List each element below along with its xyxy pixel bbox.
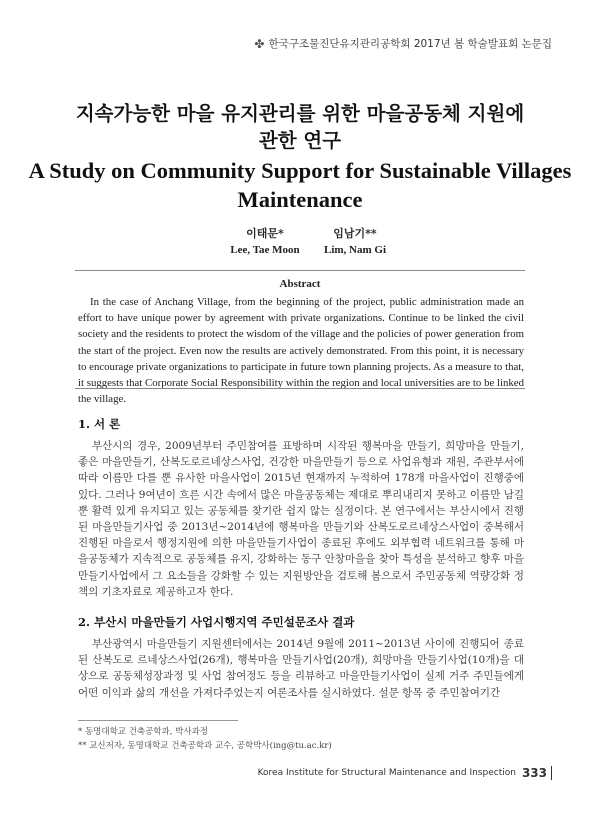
footnote-1: * 동명대학교 건축공학과, 박사과정 — [78, 727, 209, 737]
page-footer — [258, 766, 552, 780]
section-2-heading: 2. 부산시 마을만들기 사업시행지역 주민설문조사 결과 — [78, 615, 355, 629]
section-1-body: 부산시의 경우, 2009년부터 주민참여를 표방하며 시작된 행복마을 만들기, 희망마을 만들기, 좋은 마을만들기, 산복도로르네상스사업, 건강한 마을만들기 등으로 사업유형과 재원, 주관부서에 따라 이름만 다를 뿐 유사한 마을사업이 2015년 현재까지 누적하여 178개 마을사업이 진행중에 있다. 그러나 9여년이 흐른 시간 속에서 많은 마을공동체는 제대로 뿌리내리지 못하고 이름만 남길 뿐 활력 있게 유지되고 있는 공동체를 찾기란 쉽지 않는 실정이다. 본 연구에서는 부산시에서 진행된 마을만들기사업 중 2013년~2014년에 행복마을 만들기와 산복도로르네상스사업이 중복해서 진행된 마을로서 행정지원에 의한 마을만들기사업이 종료된 후에도 외부협력 네트워크를 통해 마을공동체가 지속적으로 공동체를 유지, 강화하는 동구 안창마을을 찾아 특성을 분석하고 향후 마을만들기사업에서 그 요소들을 강화할 수 있는 지원방안을 검토해 봄으로서 주민공동체 역량강화 정책의 기초자료로 제공하고자 한다. — [78, 440, 524, 598]
english-title — [0, 156, 600, 214]
abstract-heading: Abstract — [279, 278, 321, 290]
abstract-body: In the case of Anchang Village, from the beginning of the project, public administration made an effort to have unique power by agreement with private organizations. Continue to be linked the civil society and the residents to protect the wisdom of the village and the policies of power generation from the start of the project. Even now the results are actively demonstrated. From this point, it is necessary to encourage private organizations to participate in future town planning projects. As a measure to that, it suggests that Corporate Social Responsibility within the region and local universities are to be linked the village. — [78, 296, 524, 406]
page-number: 333 — [522, 766, 552, 780]
running-header — [254, 36, 552, 51]
section-2-body: 부산광역시 마을만들기 지원센터에서는 2014년 9월에 2011~2013년 사이에 진행되어 종료된 산복도로 르네상스사업(26개), 행복마을 만들기사업(20개), 희망마을 만들기사업(10개)을 대상으로 공동체성장과정 및 사업 참여정도 등을 리뷰하고 마을만들기사업이 실제 거주 주민들에게 어떤 이익과 삶의 개선을 가져다주었는지 여론조사를 실시하였다. 설문 항목 중 주민참여기간 — [78, 638, 524, 699]
abstract-top-rule — [75, 270, 525, 271]
abstract-bottom-rule — [75, 388, 525, 389]
flower-icon: ✤ — [254, 36, 265, 51]
korean-title — [0, 100, 600, 154]
author-1-korean: 이태문* — [246, 227, 284, 240]
footer-organization: Korea Institute for Structural Maintenance and Inspection — [257, 768, 516, 778]
footnote-rule — [78, 720, 238, 721]
korean-title-line-1: 지속가능한 마을 유지관리를 위한 마을공동체 지원에 — [75, 102, 525, 125]
author-2-korean: 임남기** — [333, 227, 377, 240]
author-2 — [300, 226, 410, 258]
author-2-english: Lim, Nam Gi — [323, 244, 387, 256]
english-title-line-1: A Study on Community Support for Sustainable Villages — [28, 158, 572, 183]
korean-title-line-2: 관한 연구 — [258, 129, 342, 152]
footnotes — [78, 725, 524, 753]
english-title-line-2: Maintenance — [237, 187, 363, 212]
author-1-english: Lee, Tae Moon — [230, 244, 300, 256]
footnote-2: ** 교신저자, 동명대학교 건축공학과 교수, 공학박사(ing@tu.ac.kr) — [78, 741, 332, 751]
journal-name: 한국구조물진단유지관리공학회 2017년 봄 학술발표회 논문집 — [268, 38, 552, 50]
section-1-heading: 1. 서 론 — [78, 417, 121, 431]
